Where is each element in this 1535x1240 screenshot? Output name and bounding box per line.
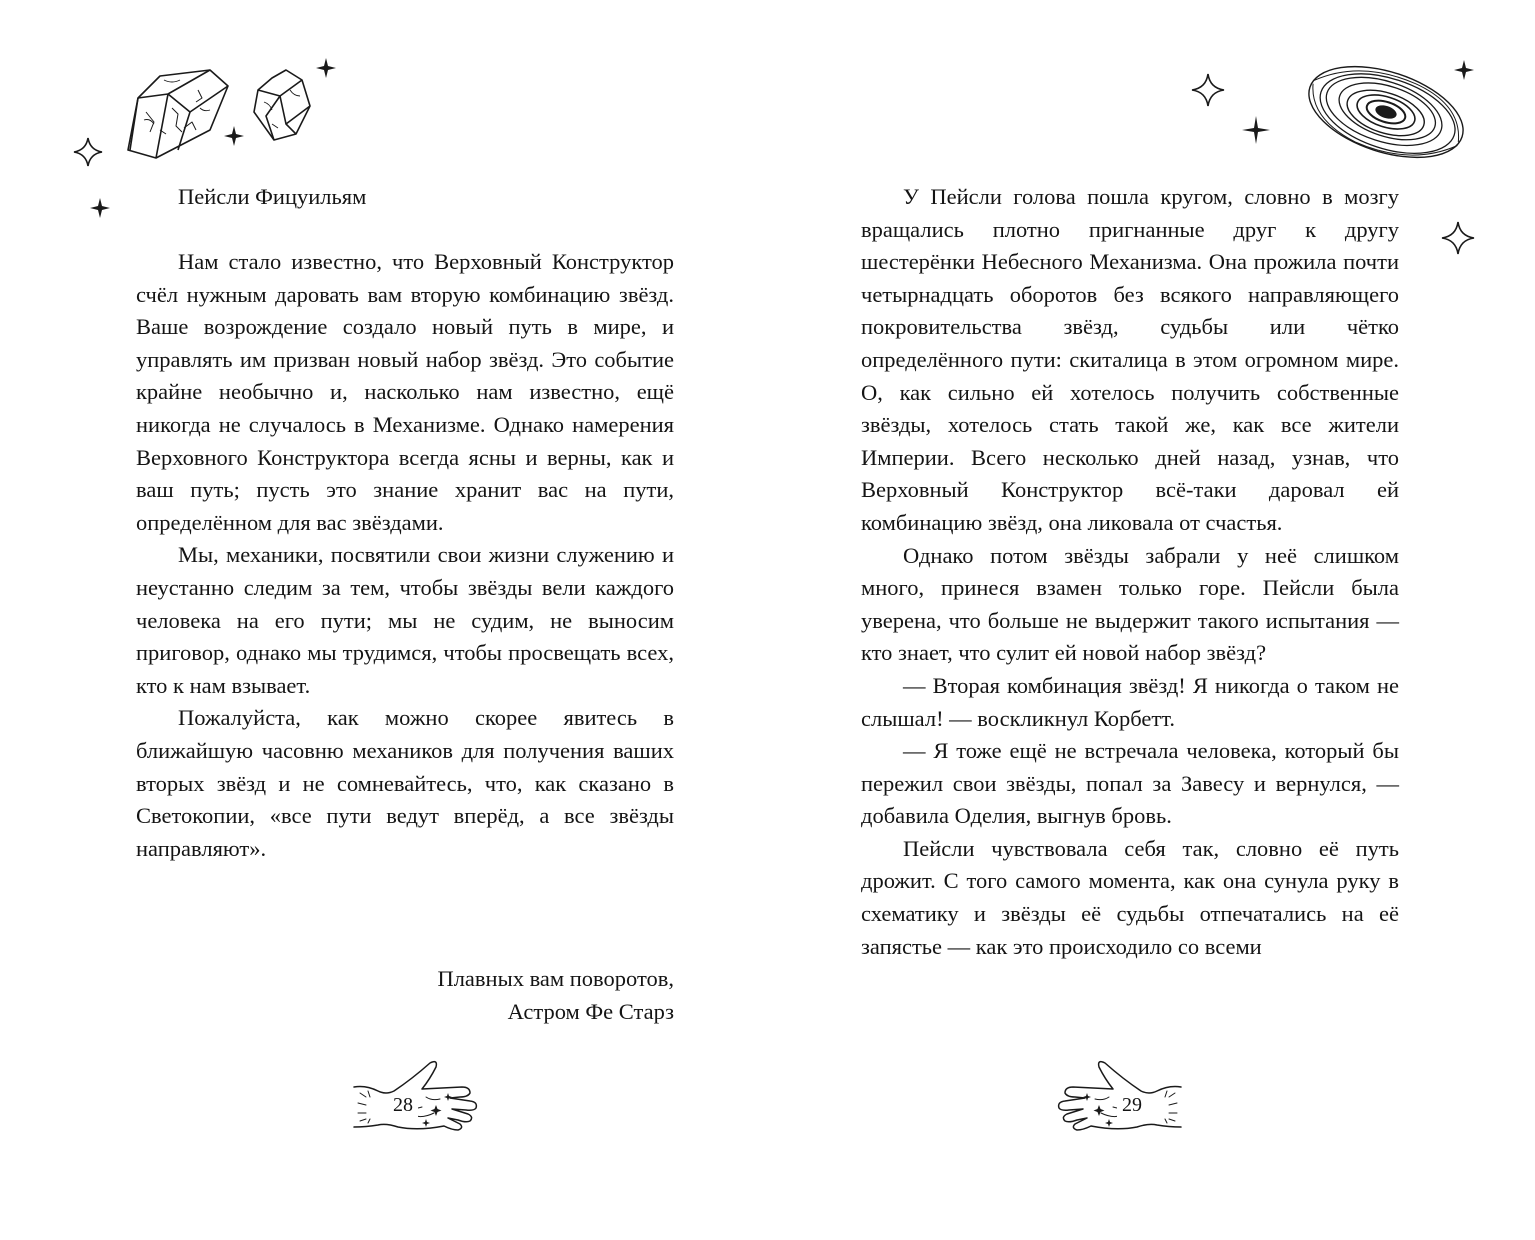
galaxy-icon [1298, 50, 1475, 175]
page-folio [352, 1057, 484, 1137]
narrative-body [861, 181, 1399, 963]
right-page [768, 0, 1535, 1240]
crystal-icon [128, 70, 228, 158]
paragraph: У Пейсли голова пошла кругом, словно в мозгу вращались плотно пригнанные друг к другу шестерёнки Небесного Механизма. Она прожила почти четырнадцать оборотов без всякого направляющего покровительства звёзд, судьбы или чётко определённого пути: скиталица в этом огромном мире. О, как сильно ей хотелось получить собственные звёзды, хотелось стать такой же, как все жители Империи. Всего несколько дней назад, узнав, что Верховный Конструктор всё-таки даровал ей комбинацию звёзд, она ликовала от счастья. [861, 184, 1399, 535]
page-number: 28 [393, 1094, 413, 1116]
paragraph: Пейсли чувствовала себя так, словно её путь дрожит. С того самого момента, как она сунула руку в схематику и звёзды её судьбы отпечатались на её запястье — как это происходило со всеми [861, 835, 1399, 959]
paragraph: Однако потом звёзды забрали у неё слишком много, принеся взамен только горе. Пейсли была уверена, что больше не выдержит такого испытания — кто знает, что сулит ей новой набор звёзд? [861, 542, 1399, 666]
sparkle-icon [74, 138, 102, 166]
page-folio [1051, 1057, 1183, 1137]
letter-salutation: Пейсли Фицуильям [178, 184, 367, 209]
signature-line: Астром Фе Старз [507, 998, 674, 1024]
signoff-line: Плавных вам поворотов, [437, 966, 674, 991]
dialogue-line: — Я тоже ещё не встречала человека, который бы пережил свои звёзды, попал за Завесу и вернулся, — добавила Оделия, выгнув бровь. [861, 738, 1399, 829]
dialogue-line: — Вторая комбинация звёзд! Я никогда о таком не слышал! — воскликнул Корбетт. [861, 672, 1399, 731]
letter-body [136, 246, 674, 865]
page-number: 29 [1122, 1094, 1142, 1116]
crystal-icon [254, 70, 310, 140]
left-page [0, 0, 767, 1240]
paragraph: Пожалуйста, как можно скорее явитесь в ближайшую часовню механиков для получения ваших вторых звёзд и не сомневайтесь, что, как сказано в Светокопии, «все пути ведут вперёд, а все звёзды направляют». [136, 705, 674, 861]
letter-signature [437, 963, 674, 1028]
hand-icon [352, 1057, 484, 1137]
paragraph: Мы, механики, посвятили свои жизни служению и неустанно следим за тем, чтобы звёзды вели каждого человека на его пути; мы не судим, не выносим приговор, однако мы трудимся, чтобы просвещать всех, кто к нам взывает. [136, 542, 674, 698]
paragraph: Нам стало известно, что Верховный Конструктор счёл нужным даровать вам вторую комбинацию звёзд. Ваше возрождение создало новый путь в мире, и управлять им призван новый набор звёзд. Это событие крайне необычно и, насколько нам известно, ещё никогда не случалось в Механизме. Однако намерения Верховного Конструктора всегда ясны и верны, как и ваш путь; пусть это знание хранит вас на пути, определённом для вас звёздами. [136, 249, 674, 535]
